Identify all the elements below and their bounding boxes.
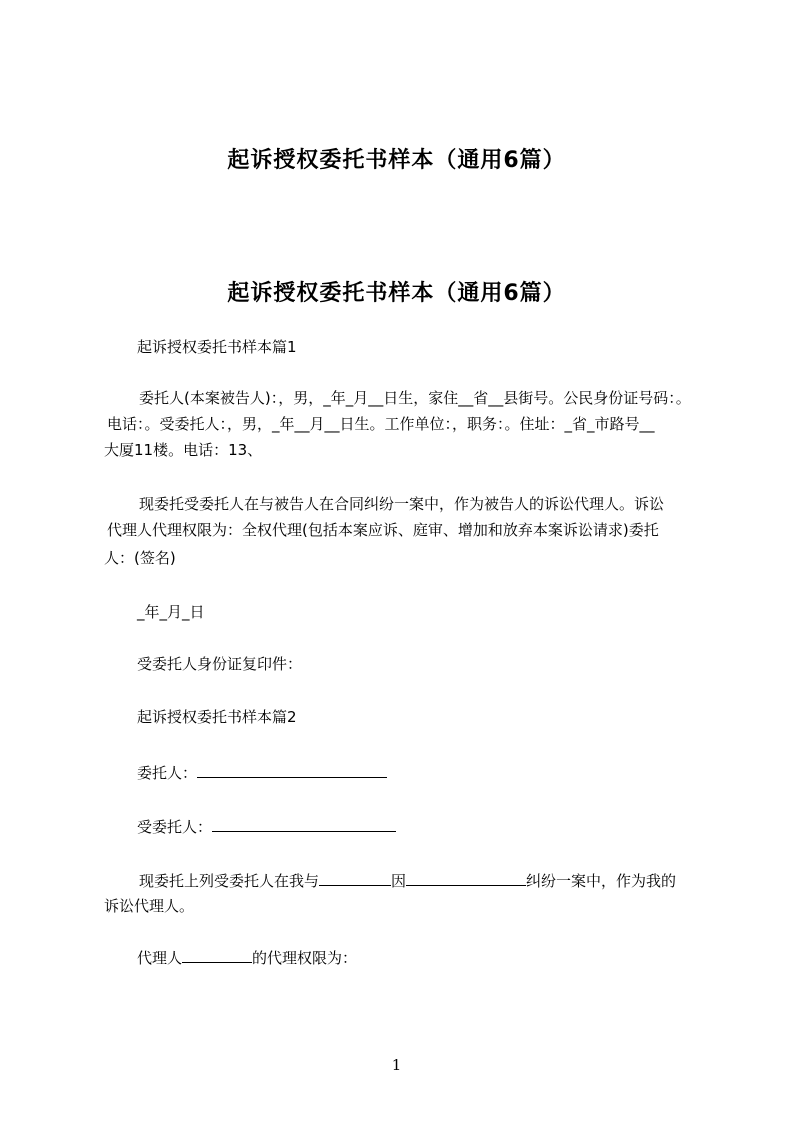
agent-label: 受委托人： xyxy=(137,818,213,836)
client-name-blank xyxy=(197,762,387,778)
dispute-type-blank xyxy=(406,870,526,886)
section1-date: _年_月_日 xyxy=(137,603,205,621)
main-title: 起诉授权委托书样本（通用6篇） xyxy=(227,281,566,306)
section2-agent-line xyxy=(137,816,396,837)
section2-heading: 起诉授权委托书样本篇2 xyxy=(137,708,297,726)
section2-para-line1 xyxy=(139,870,676,891)
agent-blank xyxy=(182,947,252,963)
section1-para2-line2: 代理人代理权限为：全权代理(包括本案应诉、庭审、增加和放弃本案诉讼请求)委托 xyxy=(107,521,659,539)
section2-client-line xyxy=(137,762,387,783)
section1-id-copy: 受委托人身份证复印件： xyxy=(137,655,303,673)
section1-para1-line2: 电话：。受委托人：，男，_年__月__日生。工作单位：，职务：。住址：_省_市路号__ xyxy=(107,415,655,433)
scope-part-1: 代理人 xyxy=(137,949,183,967)
section1-para2-line1: 现委托受委托人在与被告人在合同纠纷一案中，作为被告人的诉讼代理人。诉讼 xyxy=(139,495,665,513)
para-part-3: 纠纷一案中，作为我的 xyxy=(526,872,677,890)
section2-para-line2: 诉讼代理人。 xyxy=(104,897,195,915)
scope-part-2: 的代理权限为： xyxy=(252,949,358,967)
page-number: 1 xyxy=(391,1056,402,1074)
client-label: 委托人： xyxy=(137,764,198,782)
para-part-1: 现委托上列受委托人在我与 xyxy=(139,872,320,890)
para-part-2: 因 xyxy=(391,872,407,890)
section1-heading: 起诉授权委托书样本篇1 xyxy=(137,338,297,356)
section1-para2-line3: 人：(签名) xyxy=(104,549,176,567)
agent-name-blank xyxy=(212,816,396,832)
section1-para1-line3: 大厦11楼。电话：13、 xyxy=(104,441,263,459)
cover-title: 起诉授权委托书样本（通用6篇） xyxy=(227,148,566,173)
section2-scope-line xyxy=(137,947,357,968)
section1-para1-line1: 委托人(本案被告人)：，男，_年_月__日生，家住__省__县街号。公民身份证号码：。 xyxy=(139,389,691,407)
opponent-blank xyxy=(319,870,391,886)
